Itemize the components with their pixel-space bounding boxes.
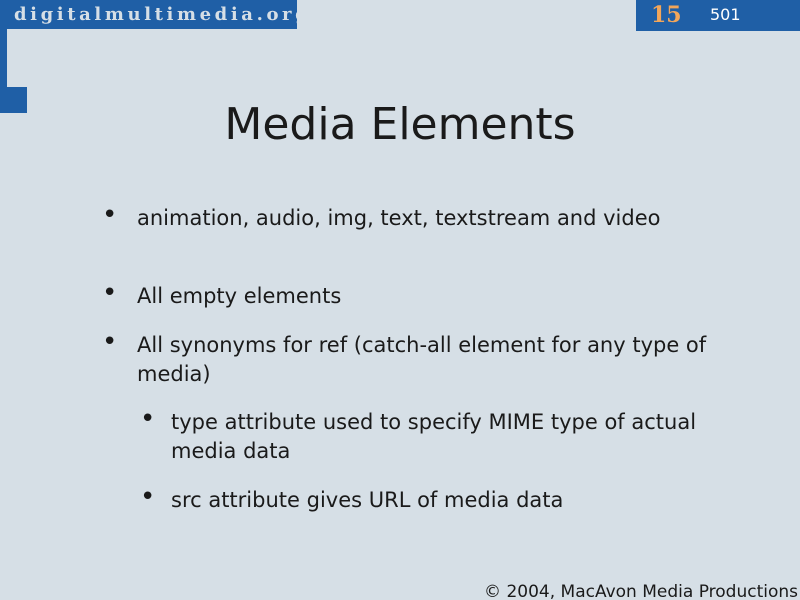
bullet-point-icon: • — [102, 327, 118, 357]
bullet-text: src attribute gives URL of media data — [171, 488, 564, 512]
site-name: digitalmultimedia.org — [14, 4, 312, 25]
bullet-item — [102, 200, 697, 233]
copyright-footer: © 2004, MacAvon Media Productions — [484, 582, 798, 600]
bullet-text: type attribute used to specify MIME type of actual media data — [171, 410, 697, 463]
bullet-text: All empty elements — [137, 284, 342, 308]
slide-title: Media Elements — [224, 99, 576, 150]
decorative-vertical-bar — [0, 29, 7, 87]
chapter-number: 15 — [651, 2, 682, 28]
bullet-point-icon: • — [102, 278, 118, 308]
sub-bullet-item — [140, 482, 731, 515]
bullet-text: animation, audio, img, text, textstream and video — [137, 206, 661, 230]
sub-bullet-item — [140, 404, 711, 466]
bullet-item — [102, 327, 717, 389]
bullet-point-icon: • — [140, 482, 156, 512]
slide-number: 501 — [710, 5, 741, 24]
bullet-point-icon: • — [102, 200, 118, 230]
bullet-item — [102, 278, 697, 311]
bullet-text: All synonyms for ref (catch-all element for any type of media) — [137, 333, 707, 386]
bullet-point-icon: • — [140, 404, 156, 434]
